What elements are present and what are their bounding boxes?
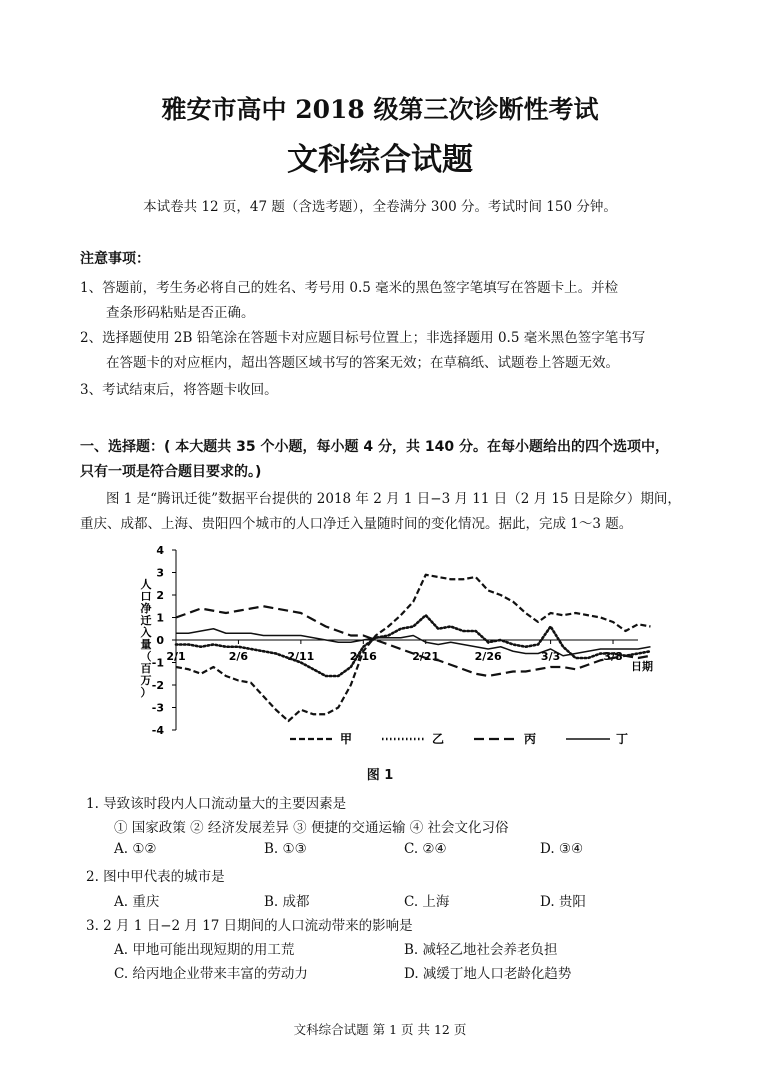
x-tick-label: 2/26 xyxy=(474,650,502,663)
page-footer: 文科综合试题 第 1 页 共 12 页 xyxy=(293,1022,467,1037)
note-line: 2、选择题使用 2B 铅笔涂在答题卡对应题目标号位置上；非选择题用 0.5 毫米黑色签字笔书写 xyxy=(80,330,646,346)
option-d[interactable]: D. ③④ xyxy=(540,841,584,857)
option-b[interactable]: B. 成都 xyxy=(264,894,310,910)
option-b[interactable]: B. 减轻乙地社会养老负担 xyxy=(404,942,558,958)
option-b[interactable]: B. ①③ xyxy=(264,841,307,857)
y-tick-label: 4 xyxy=(156,544,164,557)
exam-subtitle: 文科综合试题 xyxy=(287,142,473,178)
figure-caption: 图 1 xyxy=(366,768,394,783)
option-c[interactable]: C. 上海 xyxy=(404,894,450,910)
y-axis-label: 人口净迁入量（百万） xyxy=(140,578,152,699)
y-tick-label: -4 xyxy=(151,724,164,737)
note-line: 在答题卡的对应框内，超出答题区域书写的答案无效；在草稿纸、试题卷上答题无效。 xyxy=(106,355,619,371)
legend-label-0: 甲 xyxy=(340,732,353,746)
note-line: 1、答题前，考生务必将自己的姓名、考号用 0.5 毫米的黑色签字笔填写在答题卡上。并检 xyxy=(80,280,619,296)
x-tick-label: 2/11 xyxy=(287,650,315,663)
notes-heading: 注意事项： xyxy=(80,251,150,267)
series-line-2 xyxy=(176,606,650,676)
x-tick-label: 3/3 xyxy=(540,650,561,663)
note-line: 3、考试结束后，将答题卡收回。 xyxy=(80,382,278,398)
x-axis-label: 日期 xyxy=(631,660,653,673)
section-context: 重庆、成都、上海、贵阳四个城市的人口净迁入量随时间的变化情况。据此，完成 1～3 题。 xyxy=(80,516,633,532)
x-tick-label: 2/6 xyxy=(228,650,249,663)
y-tick-label: -2 xyxy=(151,679,164,692)
line-chart xyxy=(130,540,670,755)
x-tick-label: 2/1 xyxy=(166,650,186,663)
note-line: 查条形码粘贴是否正确。 xyxy=(106,305,255,321)
question-items: ① 国家政策 ② 经济发展差异 ③ 便捷的交通运输 ④ 社会文化习俗 xyxy=(114,820,509,836)
y-tick-label: 2 xyxy=(156,589,164,602)
legend-label-2: 丙 xyxy=(524,732,537,746)
section-context: 图 1 是“腾讯迁徙”数据平台提供的 2018 年 2 月 1 日−3 月 11 日（2 月 15 日是除夕）期间， xyxy=(106,491,681,507)
x-tick-label: 3/8 xyxy=(603,650,623,663)
option-a[interactable]: A. 甲地可能出现短期的用工荒 xyxy=(114,942,295,958)
option-d[interactable]: D. 减缓丁地人口老龄化趋势 xyxy=(404,966,572,982)
x-tick-label: 2/21 xyxy=(412,650,440,663)
option-a[interactable]: A. 重庆 xyxy=(114,894,160,910)
question-stem: 1. 导致该时段内人口流动量大的主要因素是 xyxy=(86,796,347,812)
y-tick-label: 3 xyxy=(156,566,164,580)
y-tick-label: 1 xyxy=(156,611,164,625)
section-heading: 只有一项是符合题目要求的。) xyxy=(80,464,262,480)
legend-label-3: 丁 xyxy=(616,732,629,746)
legend-label-1: 乙 xyxy=(432,732,445,746)
section-heading: 一、选择题：( 本大题共 35 个小题，每小题 4 分，共 140 分。在每小题给出的四个选项中， xyxy=(80,439,669,455)
exam-title: 雅安市高中 2018 级第三次诊断性考试 xyxy=(161,95,599,124)
y-tick-label: -1 xyxy=(151,656,164,670)
x-tick-label: 2/16 xyxy=(349,650,377,663)
option-d[interactable]: D. 贵阳 xyxy=(540,894,586,910)
exam-intro: 本试卷共 12 页，47 题（含选考题），全卷满分 300 分。考试时间 150 分钟。 xyxy=(143,199,617,215)
option-a[interactable]: A. ①② xyxy=(114,841,157,857)
y-tick-label: 0 xyxy=(156,634,164,647)
y-tick-label: -3 xyxy=(151,701,164,715)
question-stem: 3. 2 月 1 日−2 月 17 日期间的人口流动带来的影响是 xyxy=(86,918,413,934)
option-c[interactable]: C. ②④ xyxy=(404,841,447,857)
question-stem: 2. 图中甲代表的城市是 xyxy=(86,869,225,885)
option-c[interactable]: C. 给丙地企业带来丰富的劳动力 xyxy=(114,966,308,982)
series-line-1 xyxy=(176,615,650,676)
